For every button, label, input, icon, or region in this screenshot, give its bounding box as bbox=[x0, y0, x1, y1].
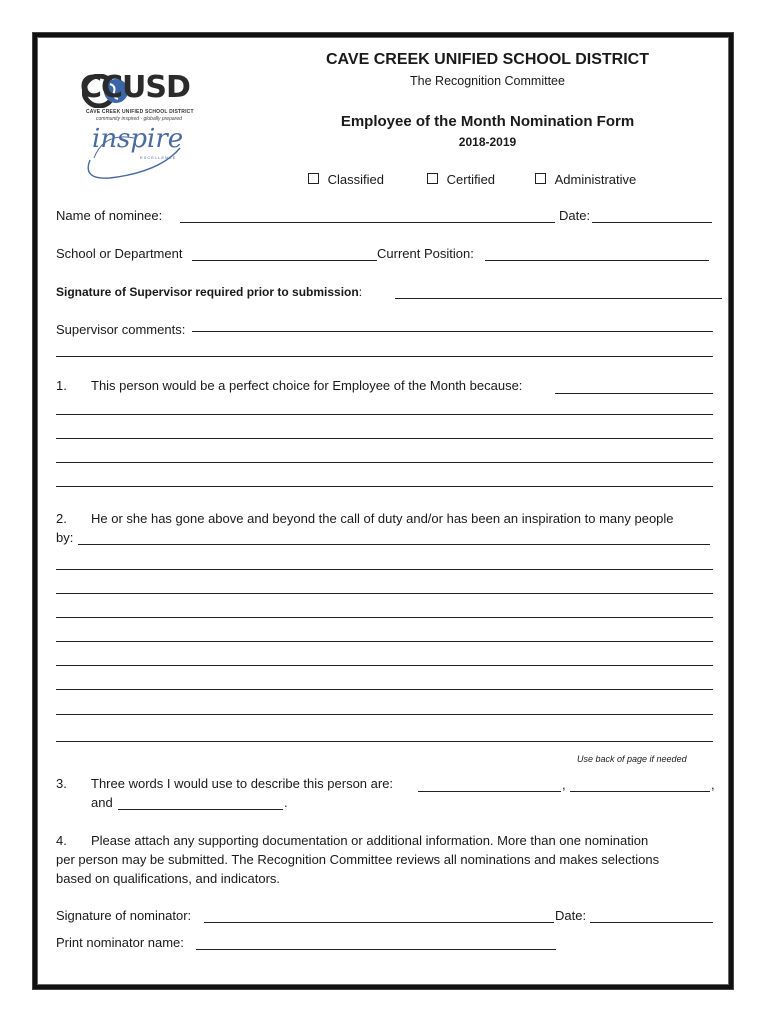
school-label: School or Department bbox=[56, 246, 183, 261]
checkbox-classified[interactable] bbox=[308, 172, 384, 187]
nominee-label: Name of nominee: bbox=[56, 208, 163, 223]
checkbox-square[interactable] bbox=[308, 173, 319, 184]
q3-number: 3. bbox=[56, 776, 67, 791]
q4-number: 4. bbox=[56, 833, 67, 848]
colon: : bbox=[358, 285, 363, 299]
q1-field[interactable] bbox=[555, 393, 713, 394]
q1-line[interactable] bbox=[56, 486, 713, 487]
form-title: Employee of the Month Nomination Form bbox=[340, 113, 635, 130]
q2-line[interactable] bbox=[56, 665, 713, 666]
q2-line[interactable] bbox=[56, 593, 713, 594]
position-field[interactable] bbox=[485, 260, 709, 261]
q3-text: Three words I would use to describe this person are: bbox=[91, 776, 394, 791]
position-label: Current Position: bbox=[377, 246, 474, 261]
nominator-signature-field[interactable] bbox=[204, 922, 554, 923]
date-field[interactable] bbox=[592, 222, 712, 223]
q2-line[interactable] bbox=[56, 714, 713, 715]
committee-name: The Recognition Committee bbox=[410, 74, 565, 88]
supervisor-comments-line[interactable] bbox=[56, 356, 713, 357]
q1-line[interactable] bbox=[56, 414, 713, 415]
checkbox-square[interactable] bbox=[427, 173, 438, 184]
q2-line[interactable] bbox=[56, 617, 713, 618]
q2-field[interactable] bbox=[78, 544, 710, 545]
supervisor-comments-field[interactable] bbox=[192, 331, 713, 332]
logo-letters: CCUSD bbox=[80, 70, 190, 105]
date-label: Date: bbox=[559, 208, 591, 223]
nominator-signature-label: Signature of nominator: bbox=[56, 908, 192, 923]
school-year: 2018-2019 bbox=[458, 135, 517, 149]
q3-word-field[interactable] bbox=[118, 809, 283, 810]
checkbox-label: Certified bbox=[446, 172, 496, 187]
q4-line3: based on qualifications, and indicators. bbox=[56, 871, 281, 886]
q3-and-label: and bbox=[91, 795, 113, 810]
nominee-field[interactable] bbox=[180, 222, 555, 223]
q1-line[interactable] bbox=[56, 462, 713, 463]
q3-word-field[interactable] bbox=[418, 791, 561, 792]
q3-comma: , bbox=[562, 777, 566, 792]
excellence-text: EXCELLENCE bbox=[140, 155, 177, 160]
checkbox-certified[interactable] bbox=[427, 172, 495, 187]
print-name-field[interactable] bbox=[196, 949, 556, 950]
q2-line[interactable] bbox=[56, 569, 713, 570]
nominator-date-field[interactable] bbox=[590, 922, 713, 923]
supervisor-signature-label bbox=[56, 285, 362, 299]
q1-line[interactable] bbox=[56, 438, 713, 439]
q3-comma: , bbox=[711, 777, 715, 792]
nominator-date-label: Date: bbox=[555, 908, 587, 923]
inspire-wordmark: inspire bbox=[92, 124, 184, 154]
supervisor-signature-field[interactable] bbox=[395, 298, 722, 299]
q2-number: 2. bbox=[56, 511, 67, 526]
q1-number: 1. bbox=[56, 378, 67, 393]
q3-period: . bbox=[284, 795, 288, 810]
logo-district-line: CAVE CREEK UNIFIED SCHOOL DISTRICT bbox=[86, 109, 194, 115]
supervisor-comments-label: Supervisor comments: bbox=[56, 322, 186, 337]
supervisor-signature-text: Signature of Supervisor required prior to submission bbox=[56, 285, 359, 299]
logo-tagline: community inspired · globally prepared bbox=[96, 116, 182, 122]
use-back-note: Use back of page if needed bbox=[577, 754, 687, 764]
print-name-label: Print nominator name: bbox=[56, 935, 184, 950]
q2-by-label: by: bbox=[56, 530, 74, 545]
checkbox-square[interactable] bbox=[535, 173, 546, 184]
district-logo bbox=[80, 68, 210, 186]
q2-text: He or she has gone above and beyond the call of duty and/or has been an inspiration to many people bbox=[91, 511, 674, 526]
district-name: CAVE CREEK UNIFIED SCHOOL DISTRICT bbox=[326, 51, 649, 68]
q2-line[interactable] bbox=[56, 641, 713, 642]
q4-line1: Please attach any supporting documentation or additional information. More than one nomination bbox=[91, 833, 649, 848]
checkbox-label: Classified bbox=[327, 172, 384, 187]
checkbox-administrative[interactable] bbox=[535, 172, 636, 187]
q2-line[interactable] bbox=[56, 689, 713, 690]
q2-line[interactable] bbox=[56, 741, 713, 742]
checkbox-label: Administrative bbox=[554, 172, 637, 187]
q3-word-field[interactable] bbox=[570, 791, 710, 792]
school-field[interactable] bbox=[192, 260, 377, 261]
q4-line2: per person may be submitted. The Recognition Committee reviews all nominations and makes selections bbox=[56, 852, 660, 867]
q1-text: This person would be a perfect choice for Employee of the Month because: bbox=[91, 378, 523, 393]
